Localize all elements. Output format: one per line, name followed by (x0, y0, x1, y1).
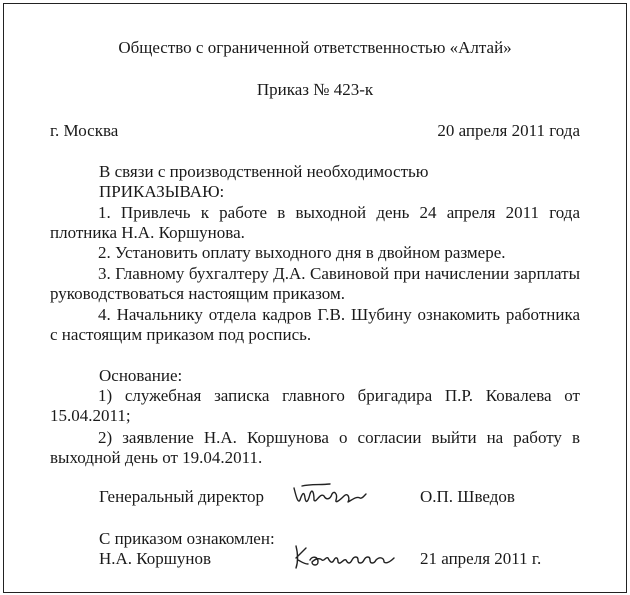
preamble: В связи с производственной необходимостью (99, 162, 429, 181)
acknowledgement-label: С приказом ознакомлен: (99, 529, 275, 548)
order-word: ПРИКАЗЫВАЮ: (99, 182, 225, 201)
basis-item: 1) служебная записка главного бригадира П.Р. Ковалева от 15.04.2011; (50, 386, 580, 425)
order-item: 2. Установить оплату выходного дня в двойном размере. (98, 243, 506, 262)
basis-label: Основание: (99, 366, 183, 385)
acknowledgement-date: 21 апреля 2011 г. (420, 549, 542, 568)
order-item: 1. Привлечь к работе в выходной день 24 апреля 2011 года плотника Н.А. Коршунова. (50, 203, 580, 242)
director-title: Генеральный директор (99, 487, 265, 506)
order-date: 20 апреля 2011 года (437, 121, 580, 140)
employee-name: Н.А. Коршунов (99, 549, 212, 568)
order-title: Приказ № 423-к (256, 80, 374, 99)
employee-signature (290, 538, 400, 574)
director-signature (290, 478, 370, 512)
city: г. Москва (50, 121, 119, 140)
director-name: О.П. Шведов (420, 487, 515, 506)
organization-name: Общество с ограниченной ответственностью «Алтай» (118, 38, 512, 57)
order-item: 3. Главному бухгалтеру Д.А. Савиновой при начислении зарплаты руководствоваться настоящим приказом. (50, 264, 580, 303)
order-item: 4. Начальнику отдела кадров Г.В. Шубину ознакомить работника с настоящим приказом под роспись. (50, 305, 580, 344)
basis-item: 2) заявление Н.А. Коршунова о согласии выйти на работу в выходной день от 19.04.2011. (50, 428, 580, 467)
